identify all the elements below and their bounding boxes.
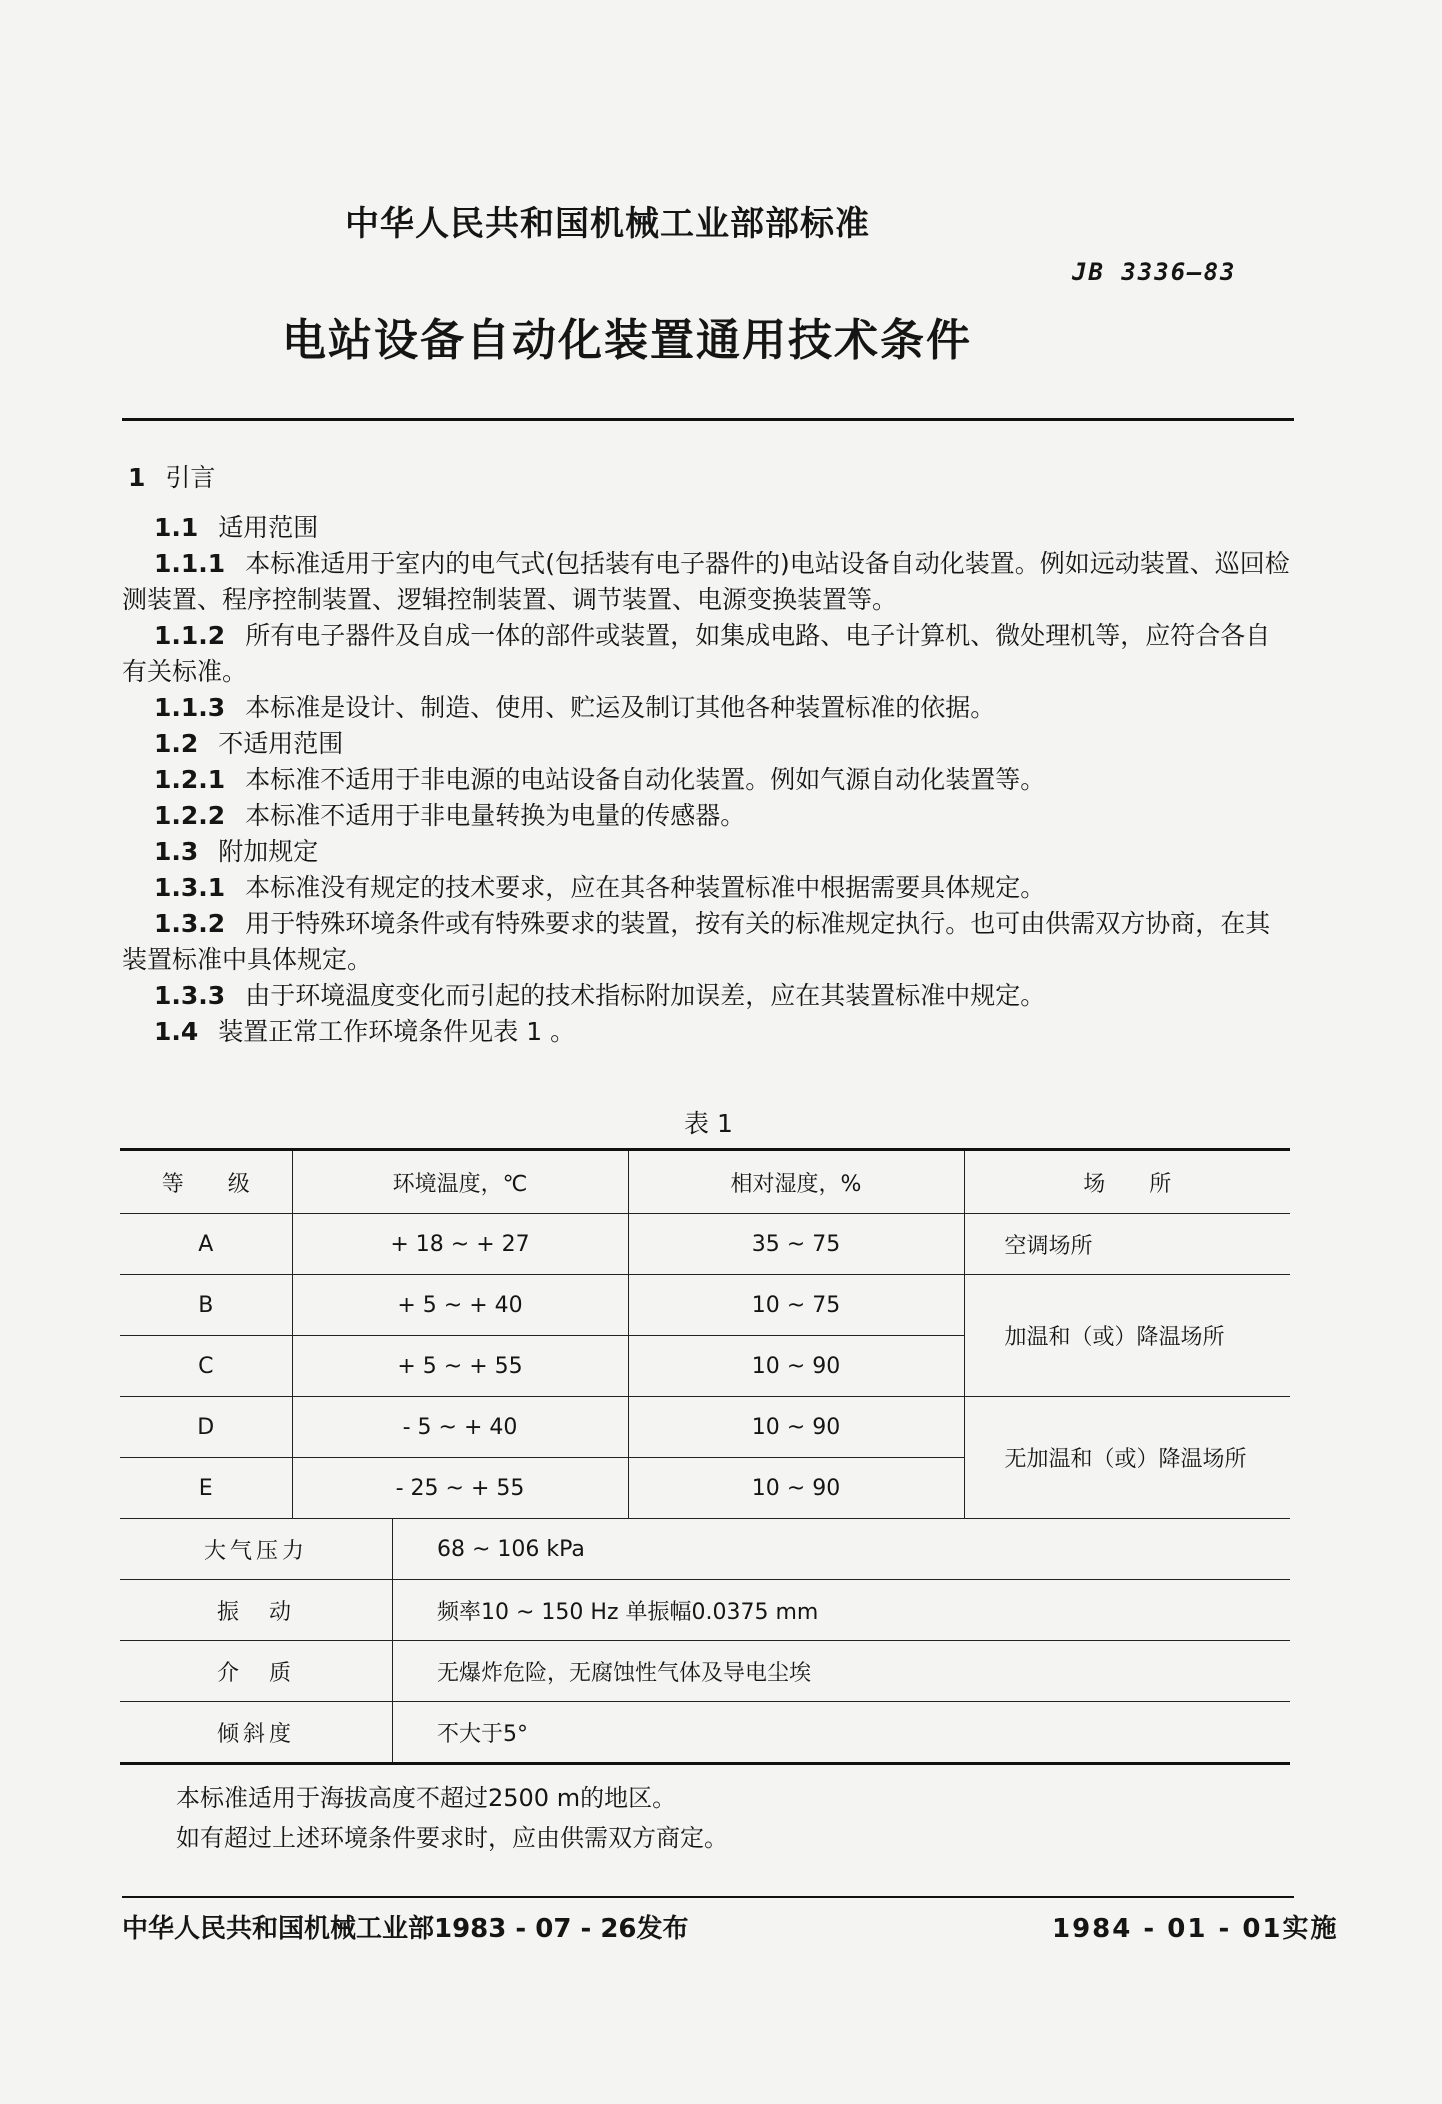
condition-key: 大气压力: [120, 1519, 393, 1580]
header-divider: [122, 418, 1294, 421]
temperature-cell: + 5 ~ + 40: [292, 1275, 628, 1336]
clause: [122, 978, 1294, 1014]
place-cell: 无加温和（或）降温场所: [964, 1397, 1290, 1519]
table-row: [120, 1519, 1290, 1580]
clause-number: 1.2.2: [154, 801, 226, 830]
table-notes: [176, 1778, 728, 1858]
place-cell: 空调场所: [964, 1214, 1290, 1275]
table-row: [120, 1702, 1290, 1764]
table-row: [120, 1580, 1290, 1641]
clause-text: 不适用范围: [218, 729, 344, 758]
clause-text: 本标准没有规定的技术要求，应在其各种装置标准中根据需要具体规定。: [245, 873, 1046, 902]
header-temperature: 环境温度，℃: [292, 1150, 628, 1214]
section-title: 引言: [165, 463, 216, 492]
note-line: 如有超过上述环境条件要求时，应由供需双方商定。: [176, 1824, 728, 1852]
footer-divider: [122, 1896, 1294, 1898]
temperature-cell: - 25 ~ + 55: [292, 1458, 628, 1519]
clause-number: 1.2: [154, 729, 199, 758]
clause-number: 1.2.1: [154, 765, 226, 794]
header-place: 场 所: [964, 1150, 1290, 1214]
clause: [122, 798, 1294, 834]
clause-text: 用于特殊环境条件或有特殊要求的装置，按有关的标准规定执行。也可由供需双方协商，在其装置标准中具体规定。: [122, 909, 1271, 974]
header-humidity: 相对湿度，%: [628, 1150, 964, 1214]
grade-cell: C: [120, 1336, 292, 1397]
issue-date: 中华人民共和国机械工业部1983 - 07 - 26发布: [122, 1914, 689, 1944]
clause-number: 1.3.3: [154, 981, 226, 1010]
clause: [122, 726, 1294, 762]
condition-value: 不大于5°: [393, 1702, 1291, 1764]
clause-number: 1.3: [154, 837, 199, 866]
document-body: [122, 460, 1294, 1050]
standard-code: JB 3336—83: [1072, 258, 1237, 286]
temperature-cell: + 18 ~ + 27: [292, 1214, 628, 1275]
clause-number: 1.3.1: [154, 873, 226, 902]
section-number: 1: [128, 463, 146, 492]
humidity-cell: 10 ~ 90: [628, 1397, 964, 1458]
clause-text: 适用范围: [218, 513, 319, 542]
clause-text: 本标准适用于室内的电气式(包括装有电子器件的)电站设备自动化装置。例如远动装置、巡回检测装置、程序控制装置、逻辑控制装置、调节装置、电源变换装置等。: [122, 549, 1290, 614]
clause: [122, 906, 1294, 978]
place-cell: 加温和（或）降温场所: [964, 1275, 1290, 1397]
humidity-cell: 10 ~ 90: [628, 1458, 964, 1519]
clause-number: 1.1: [154, 513, 199, 542]
table-row: [120, 1397, 1290, 1458]
grade-cell: B: [120, 1275, 292, 1336]
condition-value: 无爆炸危险，无腐蚀性气体及导电尘埃: [393, 1641, 1291, 1702]
condition-key: 介 质: [120, 1641, 393, 1702]
clause-text: 装置正常工作环境条件见表 1 。: [218, 1017, 576, 1046]
grade-cell: E: [120, 1458, 292, 1519]
environment-table: [120, 1148, 1290, 1765]
temperature-cell: + 5 ~ + 55: [292, 1336, 628, 1397]
clause-text: 由于环境温度变化而引起的技术指标附加误差，应在其装置标准中规定。: [245, 981, 1046, 1010]
clause-number: 1.4: [154, 1017, 199, 1046]
section-heading: [128, 460, 1294, 496]
effective-date: 1984 - 01 - 01实施: [1052, 1914, 1339, 1944]
clause-text: 本标准不适用于非电量转换为电量的传感器。: [245, 801, 746, 830]
clause: [122, 1014, 1294, 1050]
clause-text: 本标准不适用于非电源的电站设备自动化装置。例如气源自动化装置等。: [245, 765, 1046, 794]
clause-text: 附加规定: [218, 837, 319, 866]
clause: [122, 546, 1294, 618]
clause: [122, 510, 1294, 546]
document-title: 电站设备自动化装置通用技术条件: [282, 315, 972, 366]
note-line: 本标准适用于海拔高度不超过2500 m的地区。: [176, 1784, 677, 1812]
header-grade: 等 级: [120, 1150, 292, 1214]
table-row: [120, 1214, 1290, 1275]
humidity-cell: 10 ~ 90: [628, 1336, 964, 1397]
clause: [122, 618, 1294, 690]
clause-number: 1.1.2: [154, 621, 226, 650]
humidity-cell: 10 ~ 75: [628, 1275, 964, 1336]
clause-number: 1.1.3: [154, 693, 226, 722]
clause: [122, 834, 1294, 870]
table-row: [120, 1275, 1290, 1336]
condition-key: 振 动: [120, 1580, 393, 1641]
clause: [122, 762, 1294, 798]
clause: [122, 870, 1294, 906]
clause-number: 1.3.2: [154, 909, 226, 938]
grade-table: [120, 1148, 1290, 1519]
temperature-cell: - 5 ~ + 40: [292, 1397, 628, 1458]
condition-value: 频率10 ~ 150 Hz 单振幅0.0375 mm: [393, 1580, 1291, 1641]
grade-cell: A: [120, 1214, 292, 1275]
table-header-row: [120, 1150, 1290, 1214]
issuing-organization: 中华人民共和国机械工业部部标准: [345, 204, 870, 244]
clause-text: 本标准是设计、制造、使用、贮运及制订其他各种装置标准的依据。: [245, 693, 996, 722]
condition-table: [120, 1519, 1290, 1765]
table-row: [120, 1641, 1290, 1702]
clause-text: 所有电子器件及自成一体的部件或装置，如集成电路、电子计算机、微处理机等，应符合各自有关标准。: [122, 621, 1271, 686]
humidity-cell: 35 ~ 75: [628, 1214, 964, 1275]
clause: [122, 690, 1294, 726]
condition-value: 68 ~ 106 kPa: [393, 1519, 1291, 1580]
grade-cell: D: [120, 1397, 292, 1458]
clause-number: 1.1.1: [154, 549, 226, 578]
table-caption: 表 1: [684, 1109, 733, 1138]
condition-key: 倾斜度: [120, 1702, 393, 1764]
